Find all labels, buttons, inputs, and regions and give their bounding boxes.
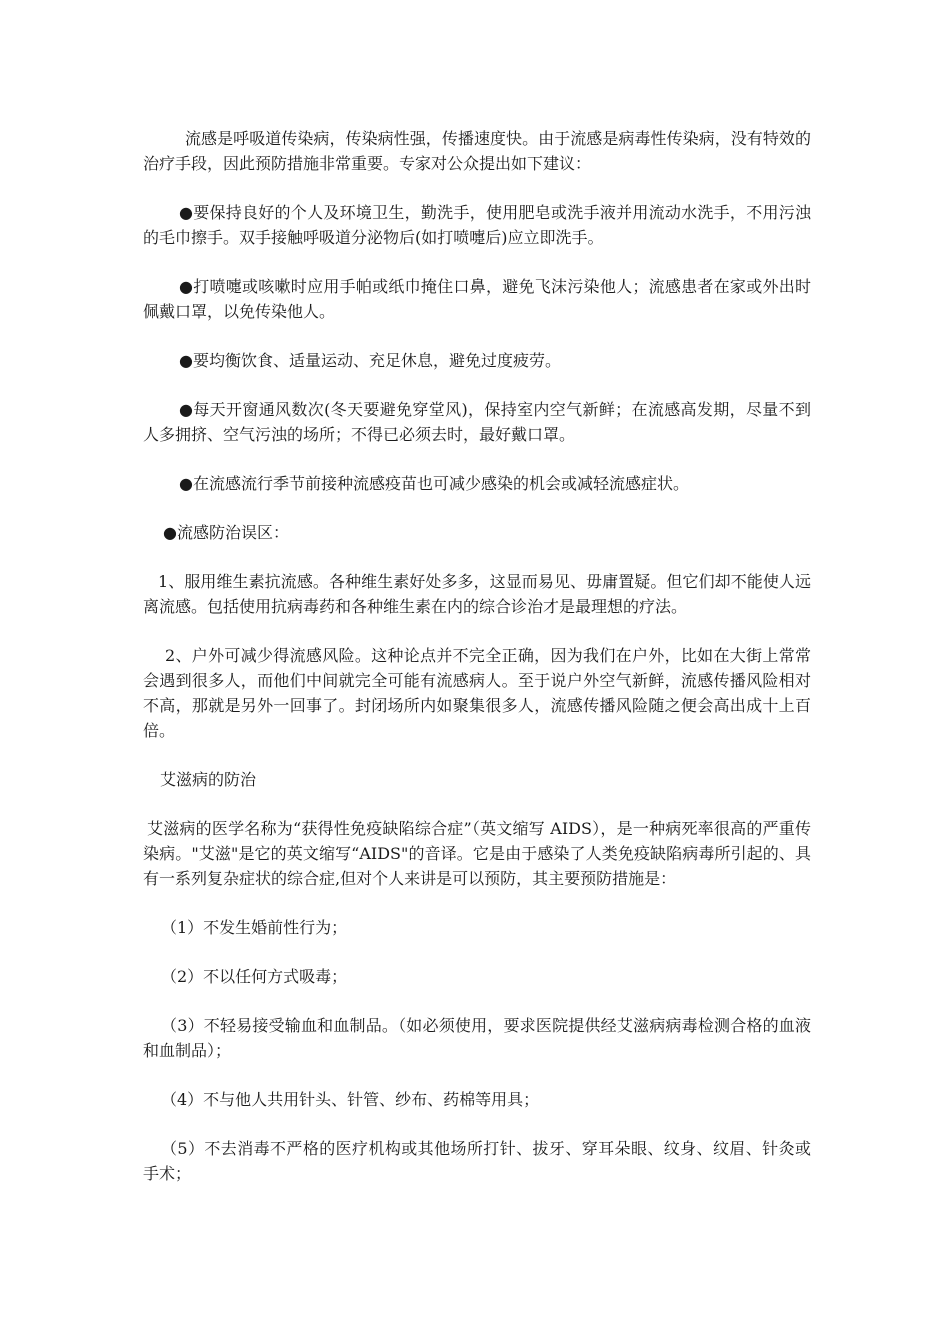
bullet-cover-mouth: ●打喷嚏或咳嗽时应用手帕或纸巾掩住口鼻，避免飞沫污染他人；流感患者在家或外出时佩戴口罩，以免传染他人。: [143, 277, 811, 321]
aids-measure-1: （1）不发生婚前性行为；: [161, 918, 348, 937]
aids-measure-2: （2）不以任何方式吸毒；: [161, 967, 348, 986]
aids-measure-5: （5）不去消毒不严格的医疗机构或其他场所打针、拔牙、穿耳朵眼、纹身、纹眉、针灸或手术；: [143, 1139, 811, 1183]
aids-measure-3: （3）不轻易接受输血和血制品。（如必须使用，要求医院提供经艾滋病病毒检测合格的血液和血制品）；: [143, 1016, 811, 1060]
bullet-ventilation: ●每天开窗通风数次(冬天要避免穿堂风)，保持室内空气新鲜；在流感高发期，尽量不到人多拥挤、空气污浊的场所；不得已必须去时，最好戴口罩。: [143, 400, 811, 444]
misconceptions-heading: ●流感防治误区：: [163, 523, 289, 542]
misconception-vitamins: 1、服用维生素抗流感。各种维生素好处多多，这显而易见、毋庸置疑。但它们却不能使人远离流感。包括使用抗病毒药和各种维生素在内的综合诊治才是最理想的疗法。: [143, 572, 811, 616]
document-body: [143, 126, 811, 1186]
intro-paragraph: 流感是呼吸道传染病，传染病性强，传播速度快。由于流感是病毒性传染病，没有特效的治疗手段，因此预防措施非常重要。专家对公众提出如下建议：: [143, 129, 811, 173]
aids-measure-4: （4）不与他人共用针头、针管、纱布、药棉等用具；: [161, 1090, 540, 1109]
aids-section-heading: 艾滋病的防治: [160, 770, 257, 789]
bullet-vaccine: ●在流感流行季节前接种流感疫苗也可减少感染的机会或减轻流感症状。: [179, 474, 689, 493]
bullet-hygiene: ●要保持良好的个人及环境卫生，勤洗手，使用肥皂或洗手液并用流动水洗手，不用污浊的毛巾擦手。双手接触呼吸道分泌物后(如打喷嚏后)应立即洗手。: [143, 203, 811, 247]
aids-intro-paragraph: 艾滋病的医学名称为“获得性免疫缺陷综合症”（英文缩写 AIDS），是一种病死率很高的严重传染病。"艾滋"是它的英文缩写“AIDS"的音译。它是由于感染了人类免疫缺陷病毒所引起的、具有一系列复杂症状的综合症,但对个人来讲是可以预防，其主要预防措施是：: [143, 819, 811, 888]
bullet-balanced-diet: ●要均衡饮食、适量运动、充足休息，避免过度疲劳。: [179, 351, 561, 370]
misconception-outdoors: 2、户外可减少得流感风险。这种论点并不完全正确，因为我们在户外，比如在大街上常常会遇到很多人，而他们中间就完全可能有流感病人。至于说户外空气新鲜，流感传播风险相对不高，那就是另外一回事了。封闭场所内如聚集很多人，流感传播风险随之便会高出成十上百倍。: [143, 646, 811, 740]
